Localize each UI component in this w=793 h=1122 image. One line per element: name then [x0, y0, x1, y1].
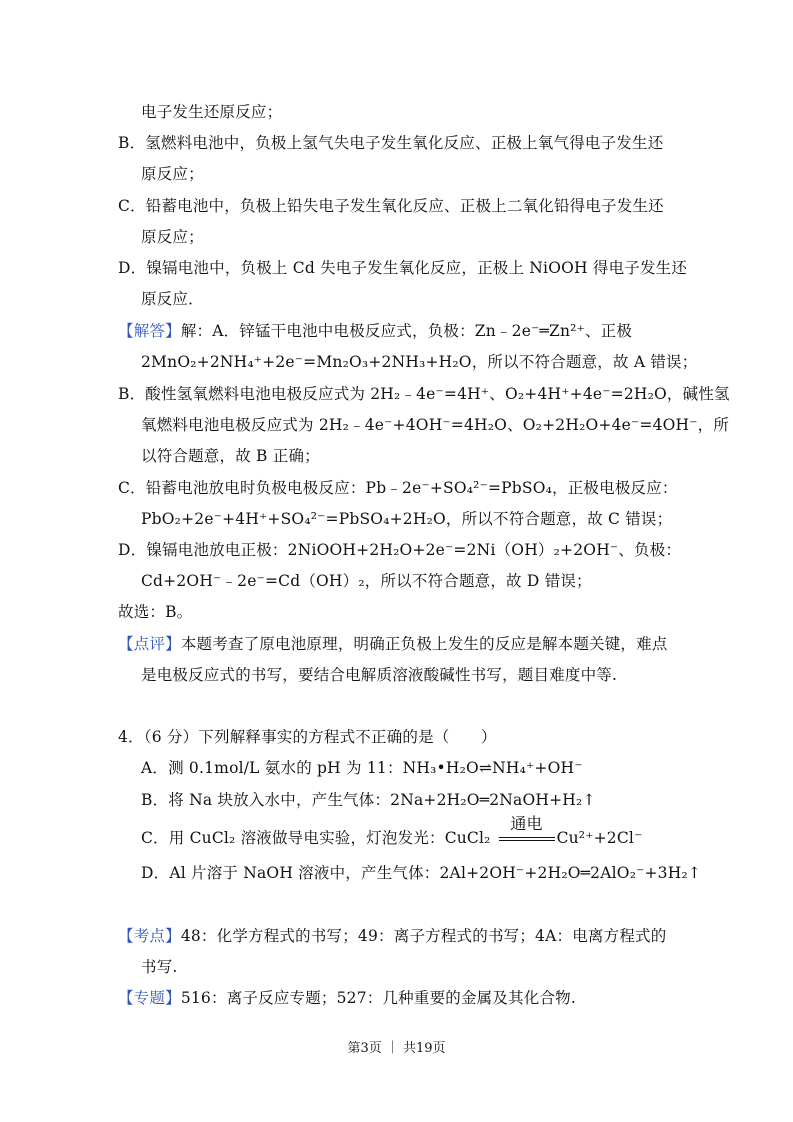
comment-line — [118, 633, 668, 655]
answer-line: C．铅蓄电池放电时负极电极反应：Pb﹣2e⁻+SO₄²⁻=PbSO₄，正极电极反应： — [118, 479, 678, 497]
topic-text: 516：离子反应专题；527：几种重要的金属及其化合物. — [180, 989, 577, 1007]
keypoint-line — [118, 925, 666, 947]
comment-tag: 【点评】 — [118, 635, 181, 653]
text-line: 电子发生还原反应； — [141, 103, 283, 121]
answer-line: D．镍镉电池放电正极：2NiOOH+2H₂O+2e⁻=2Ni（OH）₂+2OH⁻、负极： — [118, 541, 682, 559]
option-c-text: C．用 CuCl₂ 溶液做导电实验，灯泡发光：CuCl₂ — [141, 829, 491, 847]
text-line: C．铅蓄电池中，负极上铅失电子发生氧化反应、正极上二氧化铅得电子发生还 — [118, 197, 664, 215]
comment-line: 是电极反应式的书写，要结合电解质溶液酸碱性书写，题目难度中等. — [141, 666, 618, 684]
keypoint-line: 书写. — [141, 958, 178, 976]
topic-tag: 【专题】 — [118, 989, 181, 1007]
keypoint-tag: 【考点】 — [118, 927, 181, 945]
text-line: D．镍镉电池中，负极上 Cd 失电子发生氧化反应，正极上 NiOOH 得电子发生还 — [118, 259, 688, 277]
option-c — [141, 814, 643, 849]
text-line: 原反应． — [141, 290, 204, 308]
text-line: 原反应； — [141, 165, 204, 183]
text-line: 原反应； — [141, 228, 204, 246]
page-footer: 第3页 ｜ 共19页 — [347, 1041, 446, 1056]
question-stem: 4．（6 分）下列解释事实的方程式不正确的是（ ） — [118, 728, 497, 746]
answer-line: 故选：B。 — [118, 603, 193, 621]
answer-line: Cd+2OH⁻﹣2e⁻=Cd（OH）₂，所以不符合题意，故 D 错误； — [141, 572, 592, 590]
answer-line: 2MnO₂+2NH₄⁺+2e⁻=Mn₂O₃+2NH₃+H₂O，所以不符合题意，故 A 错误； — [141, 353, 698, 371]
electrolysis-arrow — [497, 814, 557, 849]
option-c-products: Cu²⁺+2Cl⁻ — [556, 829, 643, 847]
answer-text: 解：A．锌锰干电池中电极反应式，负极：Zn﹣2e⁻═Zn²⁺、正极 — [180, 322, 633, 340]
answer-tag: 【解答】 — [118, 322, 181, 340]
option-d: D．Al 片溶于 NaOH 溶液中，产生气体：2Al+2OH⁻+2H₂O═2AlO₂⁻+3H₂↑ — [141, 864, 702, 882]
answer-line — [118, 320, 632, 342]
electrolysis-condition: 通电 — [510, 814, 543, 833]
answer-line: B．酸性氢氧燃料电池电极反应式为 2H₂﹣4e⁻=4H⁺、O₂+4H⁺+4e⁻=2H₂O，碱性氢 — [118, 385, 730, 403]
topic-line — [118, 987, 576, 1009]
option-a: A．测 0.1mol/L 氨水的 pH 为 11：NH₃•H₂O⇌NH₄⁺+OH⁻ — [141, 759, 583, 777]
keypoint-text: 48：化学方程式的书写；49：离子方程式的书写；4A：电离方程式的 — [180, 927, 667, 945]
answer-line: 以符合题意，故 B 正确； — [141, 447, 320, 465]
option-b: B．将 Na 块放入水中，产生气体：2Na+2H₂O═2NaOH+H₂↑ — [141, 791, 596, 809]
answer-line: PbO₂+2e⁻+4H⁺+SO₄²⁻=PbSO₄+2H₂O，所以不符合题意，故 C 错误； — [141, 510, 673, 528]
comment-text: 本题考查了原电池原理，明确正负极上发生的反应是解本题关键，难点 — [180, 635, 668, 653]
text-line: B．氢燃料电池中，负极上氢气失电子发生氧化反应、正极上氧气得电子发生还 — [118, 134, 664, 152]
answer-line: 氧燃料电池电极反应式为 2H₂﹣4e⁻+4OH⁻=4H₂O、O₂+2H₂O+4e⁻=4OH⁻，所 — [141, 416, 730, 434]
